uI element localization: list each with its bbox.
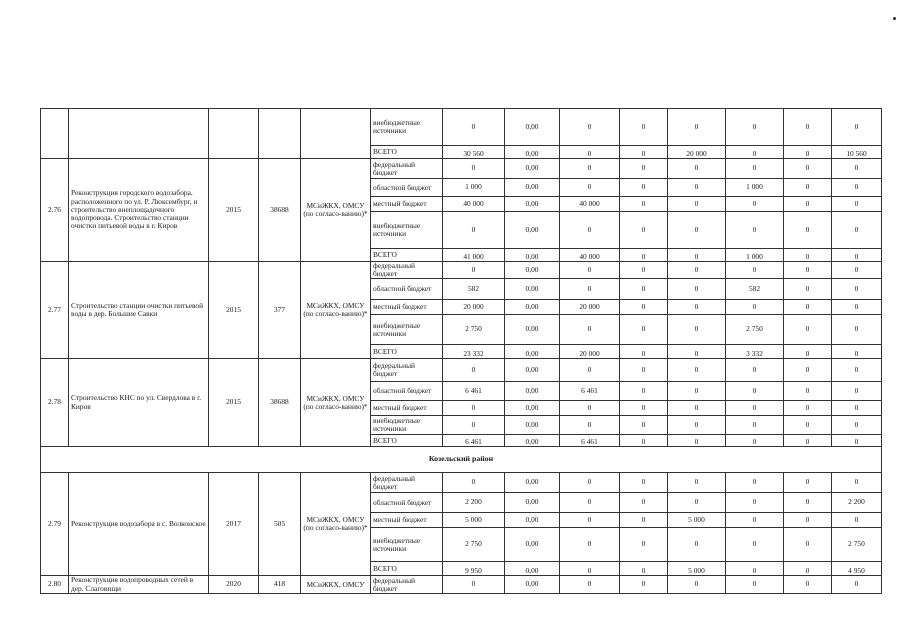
value-cell: 40 000	[560, 249, 620, 262]
value-cell: 30 560	[443, 146, 505, 159]
value-cell: 0	[560, 576, 620, 594]
funding-source-cell: местный бюджет	[371, 401, 443, 416]
value-cell: 0,00	[505, 359, 560, 382]
value-cell: 0	[784, 562, 832, 576]
funding-source-cell: местный бюджет	[371, 197, 443, 212]
value-cell: 0	[560, 416, 620, 435]
value-cell: 0	[832, 345, 882, 359]
value-cell: 0	[784, 262, 832, 279]
value-cell: 0,00	[505, 382, 560, 401]
value-cell: 2 200	[832, 493, 882, 513]
funding-source-cell: федеральный бюджет	[371, 359, 443, 382]
value-cell: 0	[668, 382, 726, 401]
value-cell: 0	[560, 562, 620, 576]
value-cell: 0	[668, 109, 726, 146]
value-cell: 0	[784, 473, 832, 493]
project-name-cell: Реконструкция водопроводных сетей в дер. Слаговищи	[69, 576, 209, 594]
value-cell: 0,00	[505, 146, 560, 159]
value-cell: 0	[620, 300, 668, 315]
value-cell: 0	[560, 528, 620, 562]
value-cell: 0	[560, 262, 620, 279]
value-cell: 0	[560, 146, 620, 159]
value-cell: 0	[560, 279, 620, 300]
value-cell: 0	[726, 473, 784, 493]
project-capacity-cell: 38688	[259, 159, 301, 262]
value-cell: 0,00	[505, 528, 560, 562]
value-cell: 0	[668, 473, 726, 493]
value-cell: 0	[620, 401, 668, 416]
value-cell: 0	[832, 159, 882, 179]
table-row	[41, 159, 882, 179]
responsible-cell: МСиЖКХ, ОМСУ (по согласо-ванию)*	[301, 473, 371, 576]
value-cell: 1 000	[443, 179, 505, 197]
value-cell: 0	[832, 401, 882, 416]
value-cell: 0,00	[505, 279, 560, 300]
value-cell: 0	[443, 416, 505, 435]
value-cell: 5 000	[668, 513, 726, 528]
value-cell: 0	[668, 435, 726, 447]
value-cell: 0,00	[505, 562, 560, 576]
value-cell: 0	[668, 179, 726, 197]
value-cell: 2 750	[443, 315, 505, 345]
funding-source-cell: областной бюджет	[371, 382, 443, 401]
value-cell: 0	[726, 159, 784, 179]
value-cell: 0	[620, 109, 668, 146]
value-cell: 0	[620, 416, 668, 435]
value-cell: 0	[726, 493, 784, 513]
value-cell: 0	[832, 279, 882, 300]
value-cell: 20 000	[668, 146, 726, 159]
value-cell: 0	[620, 528, 668, 562]
value-cell: 0	[726, 212, 784, 249]
value-cell: 0	[832, 109, 882, 146]
value-cell: 3 332	[726, 345, 784, 359]
value-cell: 0	[726, 416, 784, 435]
value-cell: 0,00	[505, 212, 560, 249]
table-row	[41, 576, 882, 594]
value-cell: 0	[443, 359, 505, 382]
project-number-cell: 2.80	[41, 576, 69, 594]
value-cell: 0	[620, 212, 668, 249]
value-cell: 0	[443, 473, 505, 493]
funding-source-cell: внебюджетные источники	[371, 416, 443, 435]
value-cell: 0	[832, 473, 882, 493]
value-cell: 0	[668, 159, 726, 179]
value-cell: 0,00	[505, 401, 560, 416]
project-year-cell: 2020	[209, 576, 259, 594]
value-cell: 0	[784, 401, 832, 416]
value-cell: 2 750	[832, 528, 882, 562]
value-cell: 0	[560, 513, 620, 528]
value-cell: 0,00	[505, 576, 560, 594]
value-cell: 0	[668, 279, 726, 300]
value-cell: 0	[668, 401, 726, 416]
value-cell: 0	[620, 279, 668, 300]
value-cell: 1 000	[726, 179, 784, 197]
funding-source-cell: местный бюджет	[371, 513, 443, 528]
value-cell: 0	[784, 528, 832, 562]
project-capacity-cell	[259, 109, 301, 159]
value-cell: 0	[832, 249, 882, 262]
value-cell: 0	[620, 345, 668, 359]
value-cell: 0	[668, 493, 726, 513]
funding-source-cell: федеральный бюджет	[371, 262, 443, 279]
value-cell: 23 332	[443, 345, 505, 359]
project-year-cell: 2015	[209, 159, 259, 262]
funding-source-cell: местный бюджет	[371, 300, 443, 315]
project-year-cell: 2015	[209, 262, 259, 359]
project-number-cell	[41, 109, 69, 159]
value-cell: 2 750	[443, 528, 505, 562]
funding-source-cell: внебюджетные источники	[371, 528, 443, 562]
value-cell: 0	[784, 493, 832, 513]
project-name-cell	[69, 109, 209, 159]
value-cell: 0	[726, 382, 784, 401]
value-cell: 20 000	[560, 345, 620, 359]
value-cell: 0	[832, 197, 882, 212]
section-header-row	[41, 447, 882, 473]
value-cell: 0	[784, 576, 832, 594]
funding-source-cell: внебюджетные источники	[371, 109, 443, 146]
value-cell: 0	[832, 513, 882, 528]
value-cell: 0	[620, 562, 668, 576]
funding-source-cell: ВСЕГО	[371, 146, 443, 159]
value-cell: 0	[784, 435, 832, 447]
value-cell: 0	[560, 315, 620, 345]
value-cell: 0	[620, 435, 668, 447]
value-cell: 0	[560, 359, 620, 382]
value-cell: 0	[668, 197, 726, 212]
value-cell: 0	[668, 212, 726, 249]
value-cell: 582	[726, 279, 784, 300]
value-cell: 0	[832, 382, 882, 401]
project-number-cell: 2.79	[41, 473, 69, 576]
value-cell: 0	[784, 315, 832, 345]
value-cell: 9 950	[443, 562, 505, 576]
value-cell: 0	[784, 159, 832, 179]
value-cell: 0,00	[505, 493, 560, 513]
value-cell: 0,00	[505, 197, 560, 212]
value-cell: 0	[726, 300, 784, 315]
value-cell: 0,00	[505, 315, 560, 345]
project-capacity-cell: 38688	[259, 359, 301, 447]
value-cell: 0	[443, 159, 505, 179]
funding-source-cell: федеральный бюджет	[371, 473, 443, 493]
value-cell: 0	[726, 528, 784, 562]
responsible-cell: МСиЖКХ, ОМСУ	[301, 576, 371, 594]
value-cell: 0	[620, 473, 668, 493]
value-cell: 0	[726, 197, 784, 212]
value-cell: 0	[726, 401, 784, 416]
value-cell: 0	[726, 146, 784, 159]
value-cell: 0	[726, 435, 784, 447]
section-title: Козельский район	[41, 447, 882, 473]
value-cell: 0	[443, 109, 505, 146]
value-cell: 0	[443, 262, 505, 279]
value-cell: 0	[832, 416, 882, 435]
value-cell: 0	[726, 109, 784, 146]
value-cell: 0	[620, 197, 668, 212]
value-cell: 0,00	[505, 262, 560, 279]
project-name-cell: Реконструкция водозабора в с. Волконское	[69, 473, 209, 576]
value-cell: 0	[726, 513, 784, 528]
value-cell: 0	[832, 359, 882, 382]
value-cell: 6 461	[443, 382, 505, 401]
value-cell: 0,00	[505, 249, 560, 262]
funding-source-cell: ВСЕГО	[371, 345, 443, 359]
value-cell: 20 000	[443, 300, 505, 315]
value-cell: 0	[620, 359, 668, 382]
value-cell: 0	[560, 179, 620, 197]
value-cell: 0	[784, 300, 832, 315]
project-name-cell: Реконструкция городского водозабора, расположенного по ул. Р. Люксембург, и строительство внеплощадочного водопровода. Строительство станции очистки питьевой воды в г. Киров	[69, 159, 209, 262]
value-cell: 0,00	[505, 435, 560, 447]
value-cell: 0	[620, 146, 668, 159]
responsible-cell	[301, 109, 371, 159]
value-cell: 0	[620, 262, 668, 279]
value-cell: 6 461	[560, 435, 620, 447]
value-cell: 0	[668, 528, 726, 562]
value-cell: 2 200	[443, 493, 505, 513]
value-cell: 10 560	[832, 146, 882, 159]
value-cell: 0	[726, 562, 784, 576]
value-cell: 0	[620, 179, 668, 197]
value-cell: 0	[443, 576, 505, 594]
responsible-cell: МСиЖКХ, ОМСУ (по согласо-ванию)*	[301, 262, 371, 359]
value-cell: 0	[832, 179, 882, 197]
table-row	[41, 359, 882, 382]
value-cell: 40 000	[560, 197, 620, 212]
responsible-cell: МСиЖКХ, ОМСУ (по согласо-ванию)*	[301, 359, 371, 447]
value-cell: 40 000	[443, 197, 505, 212]
value-cell: 0	[832, 262, 882, 279]
table-row	[41, 262, 882, 279]
value-cell: 0,00	[505, 159, 560, 179]
value-cell: 0	[560, 493, 620, 513]
value-cell: 0	[668, 262, 726, 279]
value-cell: 0	[620, 513, 668, 528]
value-cell: 0	[832, 315, 882, 345]
funding-source-cell: областной бюджет	[371, 493, 443, 513]
project-number-cell: 2.76	[41, 159, 69, 262]
value-cell: 41 000	[443, 249, 505, 262]
value-cell: 0	[668, 315, 726, 345]
value-cell: 0	[784, 345, 832, 359]
funding-source-cell: ВСЕГО	[371, 435, 443, 447]
value-cell: 0	[832, 576, 882, 594]
value-cell: 0	[832, 212, 882, 249]
value-cell: 1 000	[726, 249, 784, 262]
value-cell: 0,00	[505, 345, 560, 359]
funding-source-cell: областной бюджет	[371, 279, 443, 300]
value-cell: 0	[668, 416, 726, 435]
value-cell: 0	[784, 513, 832, 528]
value-cell: 6 461	[443, 435, 505, 447]
value-cell: 582	[443, 279, 505, 300]
program-table	[40, 108, 882, 594]
value-cell: 0	[784, 197, 832, 212]
funding-source-cell: областной бюджет	[371, 179, 443, 197]
value-cell: 0	[832, 435, 882, 447]
funding-source-cell: федеральный бюджет	[371, 159, 443, 179]
project-number-cell: 2.78	[41, 359, 69, 447]
value-cell: 0	[668, 576, 726, 594]
project-year-cell: 2015	[209, 359, 259, 447]
responsible-cell: МСиЖКХ, ОМСУ (по согласо-ванию)*	[301, 159, 371, 262]
value-cell: 0	[784, 146, 832, 159]
project-year-cell	[209, 109, 259, 159]
value-cell: 0	[784, 416, 832, 435]
page-mark	[893, 17, 896, 20]
funding-source-cell: внебюджетные источники	[371, 315, 443, 345]
value-cell: 6 461	[560, 382, 620, 401]
value-cell: 5 000	[443, 513, 505, 528]
value-cell: 0,00	[505, 300, 560, 315]
value-cell: 0	[668, 345, 726, 359]
value-cell: 0	[620, 249, 668, 262]
value-cell: 0	[668, 359, 726, 382]
project-capacity-cell: 505	[259, 473, 301, 576]
project-capacity-cell: 377	[259, 262, 301, 359]
value-cell: 4 950	[832, 562, 882, 576]
value-cell: 0	[726, 576, 784, 594]
value-cell: 0	[832, 300, 882, 315]
value-cell: 0	[784, 109, 832, 146]
value-cell: 0	[784, 279, 832, 300]
value-cell: 0,00	[505, 416, 560, 435]
value-cell: 0	[560, 159, 620, 179]
funding-source-cell: ВСЕГО	[371, 249, 443, 262]
value-cell: 20 000	[560, 300, 620, 315]
value-cell: 0	[726, 359, 784, 382]
value-cell: 0	[560, 401, 620, 416]
value-cell: 0	[668, 249, 726, 262]
value-cell: 0	[784, 382, 832, 401]
value-cell: 0,00	[505, 513, 560, 528]
value-cell: 0	[726, 262, 784, 279]
table-row	[41, 109, 882, 146]
value-cell: 0	[560, 473, 620, 493]
value-cell: 0	[784, 359, 832, 382]
value-cell: 0	[784, 212, 832, 249]
table-row	[41, 473, 882, 493]
value-cell: 0,00	[505, 179, 560, 197]
value-cell: 0	[620, 315, 668, 345]
value-cell: 0	[784, 249, 832, 262]
value-cell: 0	[620, 493, 668, 513]
value-cell: 0	[620, 382, 668, 401]
value-cell: 0	[668, 300, 726, 315]
funding-source-cell: внебюджетные источники	[371, 212, 443, 249]
value-cell: 0,00	[505, 473, 560, 493]
value-cell: 0	[784, 179, 832, 197]
value-cell: 2 750	[726, 315, 784, 345]
value-cell: 0	[560, 212, 620, 249]
value-cell: 0	[620, 576, 668, 594]
funding-source-cell: ВСЕГО	[371, 562, 443, 576]
project-number-cell: 2.77	[41, 262, 69, 359]
value-cell: 0,00	[505, 109, 560, 146]
project-capacity-cell: 418	[259, 576, 301, 594]
value-cell: 5 000	[668, 562, 726, 576]
project-year-cell: 2017	[209, 473, 259, 576]
funding-source-cell: федеральный бюджет	[371, 576, 443, 594]
value-cell: 0	[560, 109, 620, 146]
value-cell: 0	[620, 159, 668, 179]
value-cell: 0	[443, 212, 505, 249]
project-name-cell: Строительство станции очистки питьевой воды в дер. Большие Савки	[69, 262, 209, 359]
value-cell: 0	[443, 401, 505, 416]
project-name-cell: Строительство КНС по ул. Свердлова в г. Киров	[69, 359, 209, 447]
